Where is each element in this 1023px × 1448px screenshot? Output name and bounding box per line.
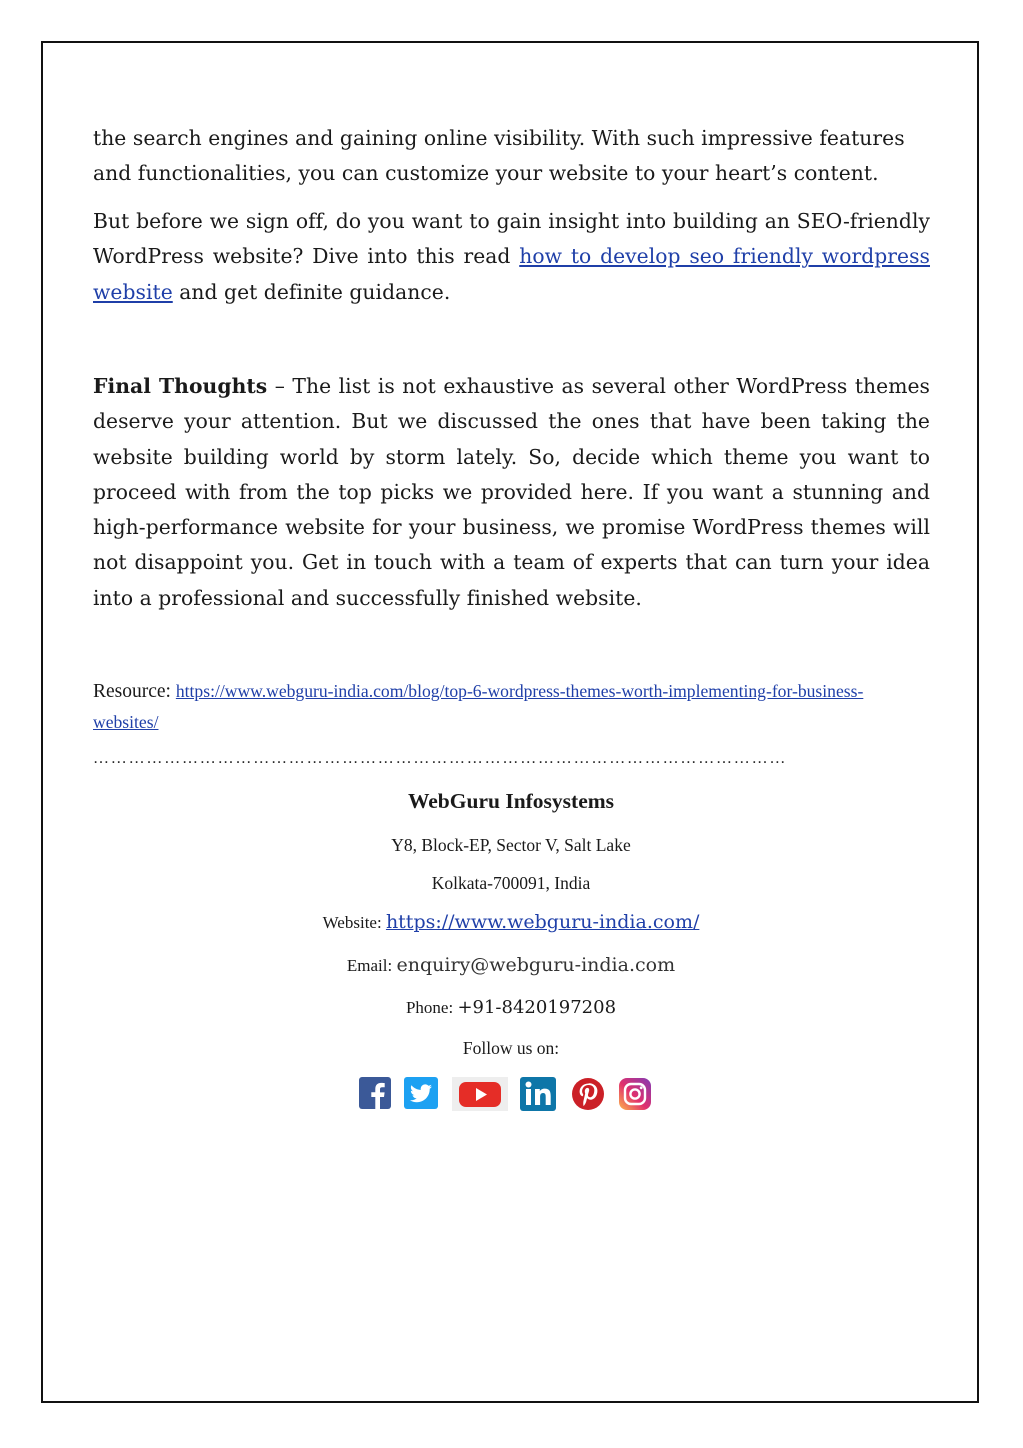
email-label: Email:: [346, 956, 397, 975]
phone-label: Phone:: [405, 998, 458, 1017]
phone-line: [41, 997, 981, 1018]
social-icons-row: [0, 1077, 1023, 1117]
website-link[interactable]: https://www.webguru-india.com/: [385, 911, 700, 933]
youtube-icon[interactable]: [452, 1077, 508, 1111]
seo-guide-link[interactable]: how to develop seo friendly wordpress website: [93, 244, 930, 304]
pinterest-icon[interactable]: [571, 1077, 605, 1111]
paragraph-seo-text: But before we sign off, do you want to gain insight into building an SEO-friendly WordPress website? Dive into this read: [93, 209, 930, 269]
follow-label: Follow us on:: [462, 1038, 560, 1058]
linkedin-icon[interactable]: [520, 1077, 556, 1111]
resource-label: Resource:: [93, 681, 176, 702]
company-name: WebGuru Infosystems: [407, 789, 615, 813]
paragraph-final-thoughts: [93, 369, 930, 616]
dotted-divider: ………………………………………………………………………………………………………: [93, 750, 788, 767]
website-label: Website:: [322, 913, 386, 932]
final-thoughts-heading: Final Thoughts: [93, 374, 268, 398]
address-line-2: Kolkata-700091, India: [431, 873, 591, 893]
final-thoughts-text: – The list is not exhaustive as several other WordPress themes deserve your attention. But we discussed the ones that have been taking the website building world by storm lately. So, decide which theme you want to proceed with from the top picks we provided here. If you want a stunning and high-performance website for your business, we promise WordPress themes will not disappoint you. Get in touch with a team of experts that can turn your idea into a professional and successfully finished website.: [93, 374, 930, 610]
phone-value: +91-8420197208: [457, 997, 617, 1018]
address-line-1: Y8, Block-EP, Sector V, Salt Lake: [391, 835, 631, 855]
instagram-icon[interactable]: [618, 1077, 652, 1111]
resource-line: [93, 676, 928, 738]
email-value: enquiry@webguru-india.com: [396, 954, 676, 976]
email-line: [41, 954, 981, 976]
paragraph-visibility: the search engines and gaining online visibility. With such impressive features and functionalities, you can customize your website to your heart’s content.: [93, 126, 905, 186]
paragraph-seo-text-end: and get definite guidance.: [172, 279, 451, 304]
twitter-icon[interactable]: [404, 1077, 438, 1109]
website-line: [41, 911, 981, 933]
resource-link[interactable]: https://www.webguru-india.com/blog/top-6-wordpress-themes-worth-implementing-for-business-websites/: [93, 681, 864, 732]
paragraph-seo: [93, 204, 930, 310]
facebook-icon[interactable]: [359, 1077, 391, 1109]
